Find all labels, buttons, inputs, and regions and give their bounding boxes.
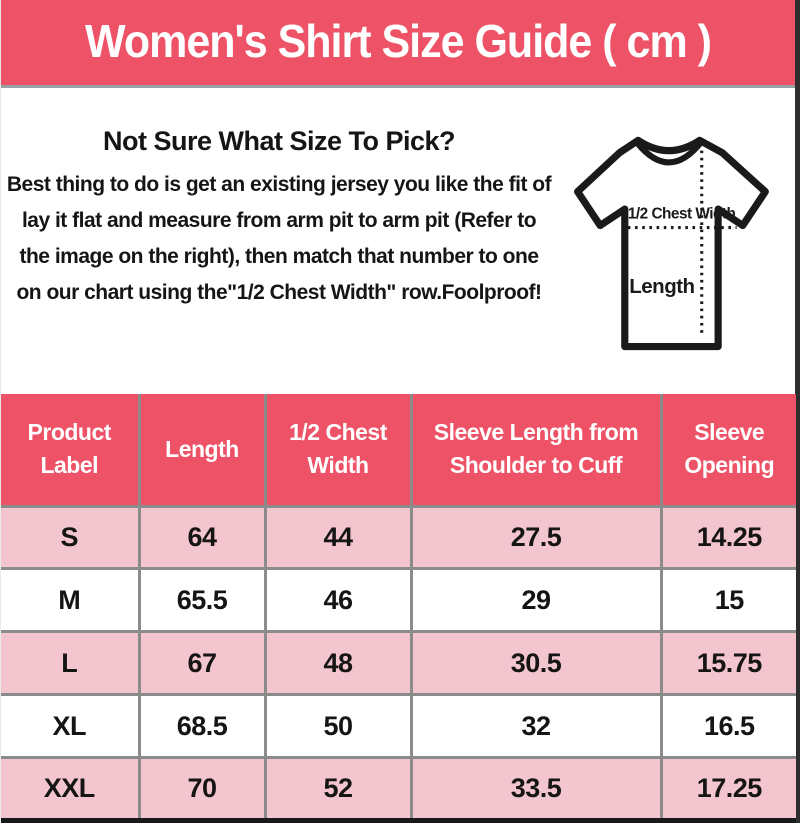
size-label: M bbox=[1, 569, 139, 632]
sleeve-length-value: 30.5 bbox=[411, 632, 661, 695]
measurement-diagram bbox=[557, 126, 795, 394]
sleeve-length-value: 33.5 bbox=[411, 758, 661, 821]
chest-width-value: 50 bbox=[265, 695, 411, 758]
table-row-l bbox=[1, 632, 796, 695]
table-row-xl bbox=[1, 695, 796, 758]
size-table bbox=[1, 394, 796, 823]
size-label: XL bbox=[1, 695, 139, 758]
length-value: 65.5 bbox=[139, 569, 265, 632]
length-label: Length bbox=[629, 275, 695, 299]
column-header-product-label: Product Label bbox=[1, 394, 139, 506]
intro-paragraph: Best thing to do is get an existing jersey you like the fit of lay it flat and measure from arm pit to arm pit (Refer to the image on the right), then match that number to one on our chart using the"1/2 Chest Width" row.Foolproof! bbox=[6, 173, 552, 304]
column-header-chest-width: 1/2 Chest Width bbox=[265, 394, 411, 506]
tshirt-outline bbox=[578, 140, 766, 346]
chest-width-label: 1/2 Chest Width bbox=[627, 205, 736, 223]
length-value: 68.5 bbox=[139, 695, 265, 758]
intro-heading: Not Sure What Size To Pick? bbox=[102, 126, 456, 156]
table-row-s bbox=[1, 506, 796, 569]
column-header-sleeve-length: Sleeve Length from Shoulder to Cuff bbox=[411, 394, 661, 506]
sleeve-length-value: 29 bbox=[411, 569, 661, 632]
chest-width-value: 46 bbox=[265, 569, 411, 632]
length-value: 64 bbox=[139, 506, 265, 569]
sleeve-opening-value: 15.75 bbox=[661, 632, 796, 695]
chest-width-value: 48 bbox=[265, 632, 411, 695]
column-header-sleeve-opening: Sleeve Opening bbox=[661, 394, 796, 506]
size-label: XXL bbox=[1, 758, 139, 821]
length-value: 67 bbox=[139, 632, 265, 695]
table-row-xxl bbox=[1, 758, 796, 821]
chest-width-value: 52 bbox=[265, 758, 411, 821]
sleeve-length-value: 27.5 bbox=[411, 506, 661, 569]
sleeve-length-value: 32 bbox=[411, 695, 661, 758]
sleeve-opening-value: 15 bbox=[661, 569, 796, 632]
sleeve-opening-value: 17.25 bbox=[661, 758, 796, 821]
intro-section bbox=[1, 88, 795, 394]
length-value: 70 bbox=[139, 758, 265, 821]
sleeve-opening-value: 14.25 bbox=[661, 506, 796, 569]
column-header-length: Length bbox=[139, 394, 265, 506]
tshirt-icon bbox=[567, 126, 779, 364]
page-title: Women's Shirt Size Guide ( cm ) bbox=[85, 16, 711, 68]
table-row-m bbox=[1, 569, 796, 632]
intro-text-block bbox=[1, 126, 557, 394]
sleeve-opening-value: 16.5 bbox=[661, 695, 796, 758]
size-table-header-row bbox=[1, 394, 796, 506]
size-label: S bbox=[1, 506, 139, 569]
title-banner bbox=[1, 0, 795, 88]
chest-width-value: 44 bbox=[265, 506, 411, 569]
size-label: L bbox=[1, 632, 139, 695]
